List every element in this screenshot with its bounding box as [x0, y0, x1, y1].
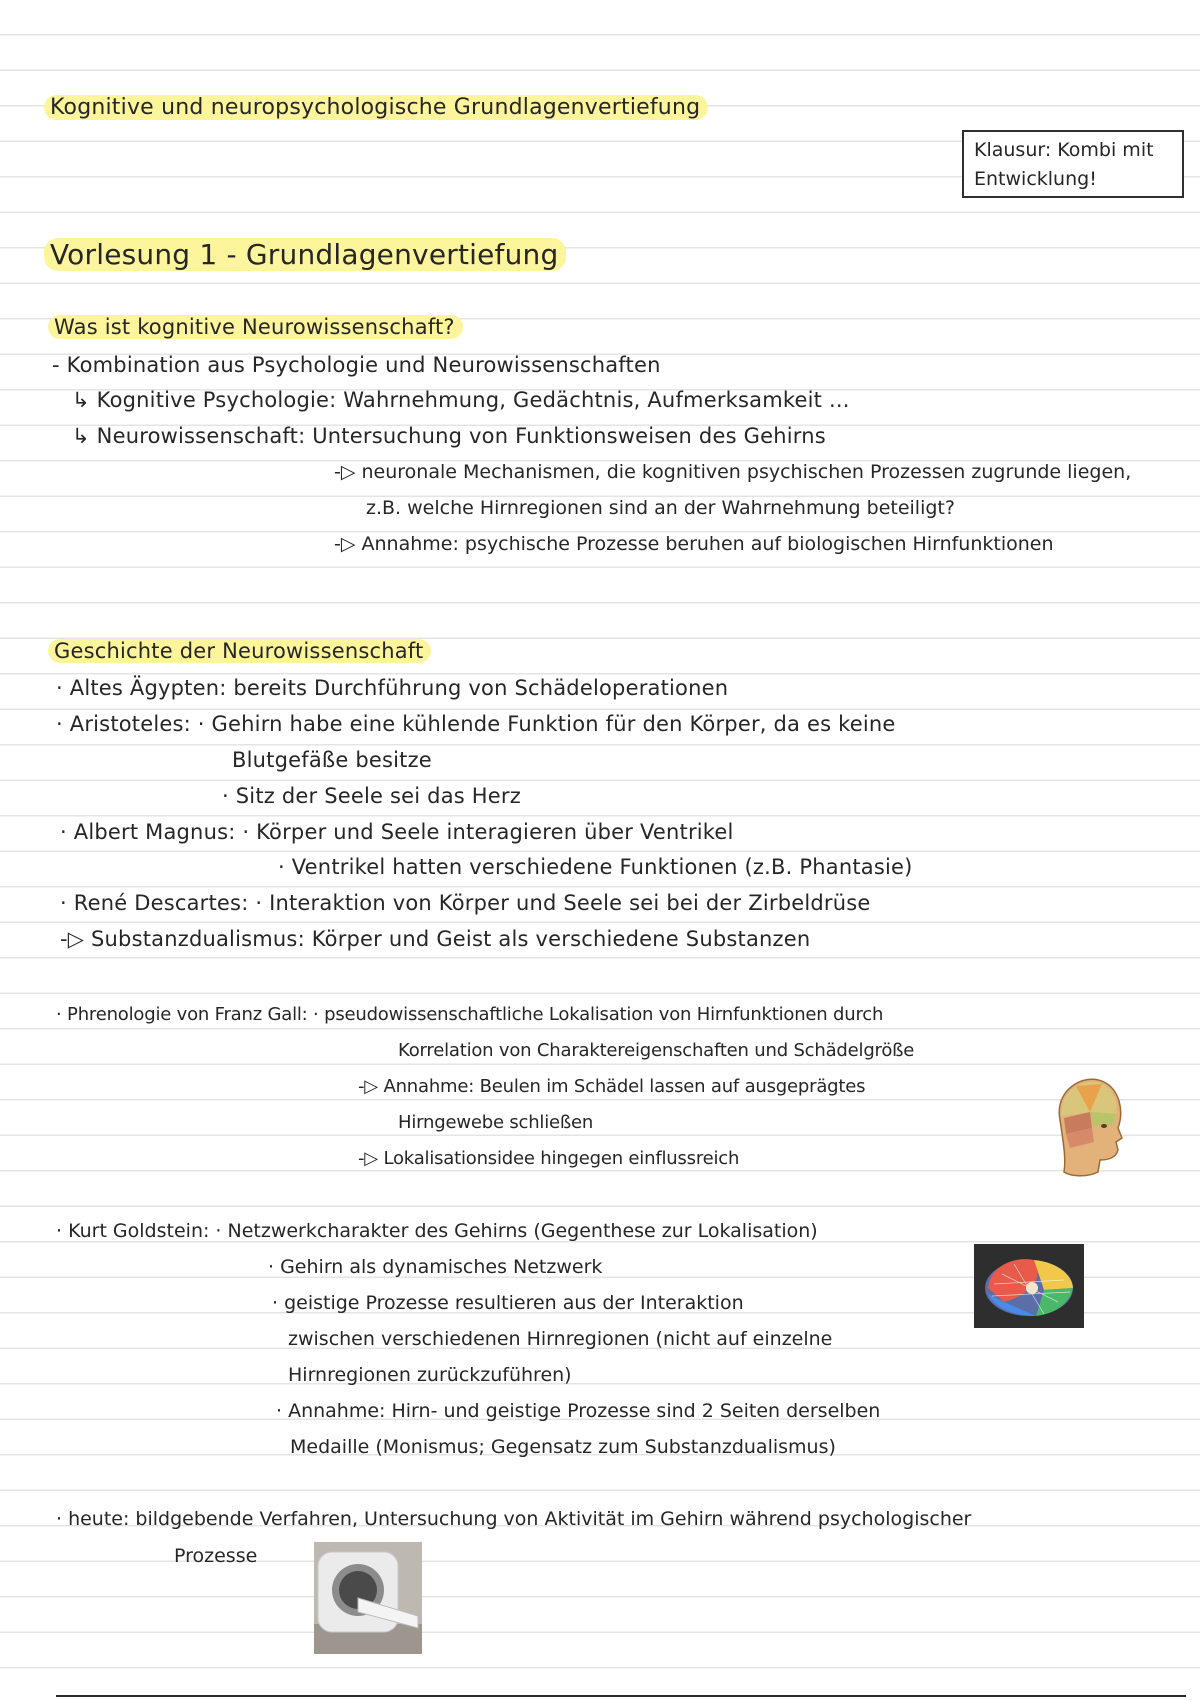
exam-note-box: Klausur: Kombi mit Entwicklung!	[962, 130, 1184, 198]
lecture-heading: Vorlesung 1 - Grundlagenvertiefung	[44, 235, 566, 275]
text-line: · Kurt Goldstein: · Netzwerkcharakter des Gehirns (Gegenthese zur Lokalisation)	[56, 1220, 818, 1242]
text-line: Blutgefäße besitze	[232, 748, 432, 772]
text-line: · Gehirn als dynamisches Netzwerk	[268, 1256, 603, 1278]
text-line: · Aristoteles: · Gehirn habe eine kühlende Funktion für den Körper, da es keine	[56, 712, 896, 736]
text-line: Hirngewebe schließen	[398, 1112, 594, 1133]
text-line: · heute: bildgebende Verfahren, Untersuchung von Aktivität im Gehirn während psychologischer	[56, 1508, 972, 1530]
text-line: · Annahme: Hirn- und geistige Prozesse sind 2 Seiten derselben	[276, 1400, 881, 1422]
mri-scanner-image	[314, 1542, 422, 1654]
text-line: · Sitz der Seele sei das Herz	[222, 784, 521, 808]
text-line: zwischen verschiedenen Hirnregionen (nicht auf einzelne	[288, 1328, 833, 1350]
text-line: · Ventrikel hatten verschiedene Funktionen (z.B. Phantasie)	[278, 855, 913, 879]
text-line: -▷ Annahme: Beulen im Schädel lassen auf ausgeprägtes	[358, 1076, 866, 1097]
text-line: -▷ Substanzdualismus: Körper und Geist als verschiedene Substanzen	[60, 927, 811, 951]
page-title: Kognitive und neuropsychologische Grundlagenvertiefung	[44, 93, 708, 123]
text-line: - Kombination aus Psychologie und Neurowissenschaften	[52, 353, 661, 377]
text-line: -▷ Lokalisationsidee hingegen einflussreich	[358, 1148, 740, 1169]
text-line: · Altes Ägypten: bereits Durchführung von Schädeloperationen	[56, 676, 729, 700]
page-bottom-rule	[56, 1695, 1186, 1697]
phrenology-head-image	[1040, 1068, 1124, 1182]
text-line: ↳ Neurowissenschaft: Untersuchung von Funktionsweisen des Gehirns	[72, 424, 826, 448]
section-heading-history: Geschichte der Neurowissenschaft	[48, 636, 431, 666]
text-line: Prozesse	[174, 1545, 258, 1567]
text-line: Korrelation von Charaktereigenschaften und Schädelgröße	[398, 1040, 915, 1061]
text-line: Medaille (Monismus; Gegensatz zum Substanzdualismus)	[290, 1436, 836, 1458]
text-line: · geistige Prozesse resultieren aus der Interaktion	[272, 1292, 744, 1314]
text-line: -▷ Annahme: psychische Prozesse beruhen auf biologischen Hirnfunktionen	[334, 533, 1054, 555]
text-line: Hirnregionen zurückzuführen)	[288, 1364, 572, 1386]
text-line: · René Descartes: · Interaktion von Körper und Seele sei bei der Zirbeldrüse	[60, 891, 871, 915]
text-line: ↳ Kognitive Psychologie: Wahrnehmung, Gedächtnis, Aufmerksamkeit ...	[72, 388, 850, 412]
text-line: · Albert Magnus: · Körper und Seele interagieren über Ventrikel	[60, 820, 734, 844]
brain-network-image	[974, 1244, 1084, 1328]
section-heading-cognitive-neuroscience: Was ist kognitive Neurowissenschaft?	[48, 312, 463, 342]
text-line: z.B. welche Hirnregionen sind an der Wahrnehmung beteiligt?	[366, 497, 955, 519]
text-line: -▷ neuronale Mechanismen, die kognitiven psychischen Prozessen zugrunde liegen,	[334, 461, 1132, 483]
text-line: · Phrenologie von Franz Gall: · pseudowissenschaftliche Lokalisation von Hirnfunktionen durch	[56, 1004, 884, 1025]
